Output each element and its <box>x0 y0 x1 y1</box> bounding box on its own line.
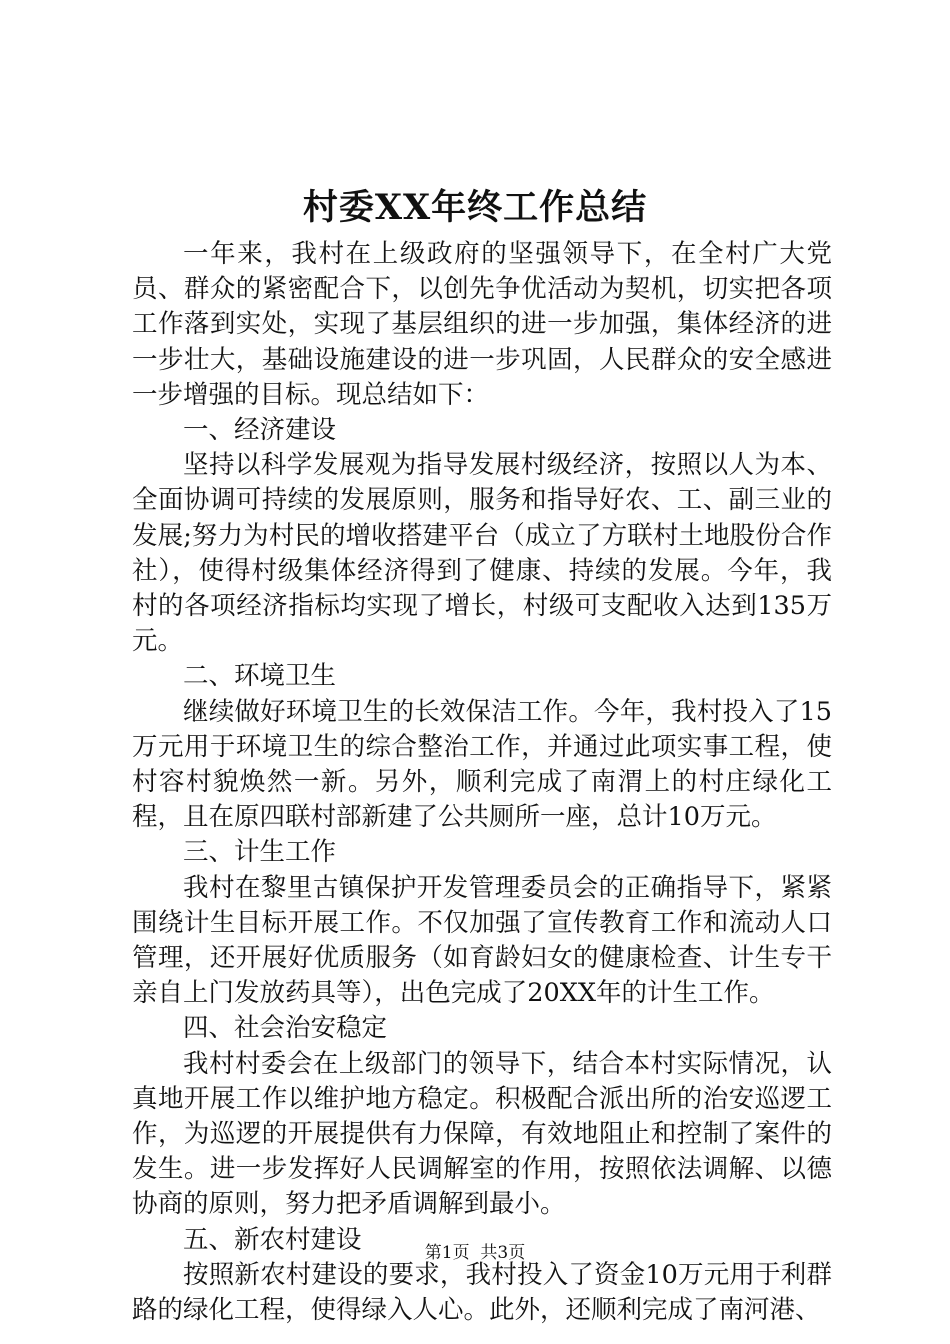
page-number: 第1页 <box>424 1243 470 1263</box>
section-heading-public-security: 四、社会治安稳定 <box>183 1013 388 1044</box>
new-countryside-paragraph: 按照新农村建设的要求，我村投入了资金10万元用于利群路的绿化工程，使得绿入人心。此外，还顺利完成了南河港、 <box>132 1259 832 1326</box>
intro-paragraph: 一年来，我村在上级政府的坚强领导下，在全村广大党员、群众的紧密配合下，以创先争优活动为契机，切实把各项工作落到实处，实现了基层组织的进一步加强，集体经济的进一步壮大，基础设施建设的进一步巩固，人民群众的安全感进一步增强的目标。现总结如下： <box>132 239 832 410</box>
environment-paragraph: 继续做好环境卫生的长效保洁工作。今年，我村投入了15万元用于环境卫生的综合整治工作，并通过此项实事工程，使村容村貌焕然一新。另外，顺利完成了南渭上的村庄绿化工程，且在原四联村部新建了公共厕所一座，总计10万元。 <box>132 696 832 833</box>
document-body <box>132 237 832 1328</box>
page-total: 共3页 <box>480 1243 526 1263</box>
section-heading-new-countryside: 五、新农村建设 <box>183 1224 362 1255</box>
section-heading-family-planning: 三、计生工作 <box>183 837 337 868</box>
section-heading-environment: 二、环境卫生 <box>183 661 337 692</box>
document-title: 村委XX年终工作总结 <box>302 187 648 228</box>
family-planning-paragraph: 我村在黎里古镇保护开发管理委员会的正确指导下，紧紧围绕计生目标开展工作。不仅加强了宣传教育工作和流动人口管理，还开展好优质服务（如育龄妇女的健康检查、计生专干亲自上门发放药具等），出色完成了20XX年的计生工作。 <box>132 872 832 1009</box>
public-security-paragraph: 我村村委会在上级部门的领导下，结合本村实际情况，认真地开展工作以维护地方稳定。积极配合派出所的治安巡逻工作，为巡逻的开展提供有力保障，有效地阻止和控制了案件的发生。进一步发挥好人民调解室的作用，按照依法调解、以德协商的原则，努力把矛盾调解到最小。 <box>132 1048 832 1220</box>
page-footer <box>0 1241 950 1265</box>
section-heading-economy: 一、经济建设 <box>183 415 337 446</box>
economy-paragraph: 坚持以科学发展观为指导发展村级经济，按照以人为本、全面协调可持续的发展原则，服务和指导好农、工、副三业的发展;努力为村民的增收搭建平台（成立了方联村土地股份合作社），使得村级集体经济得到了健康、持续的发展。今年，我村的各项经济指标均实现了增长，村级可支配收入达到135万元。 <box>132 450 832 657</box>
